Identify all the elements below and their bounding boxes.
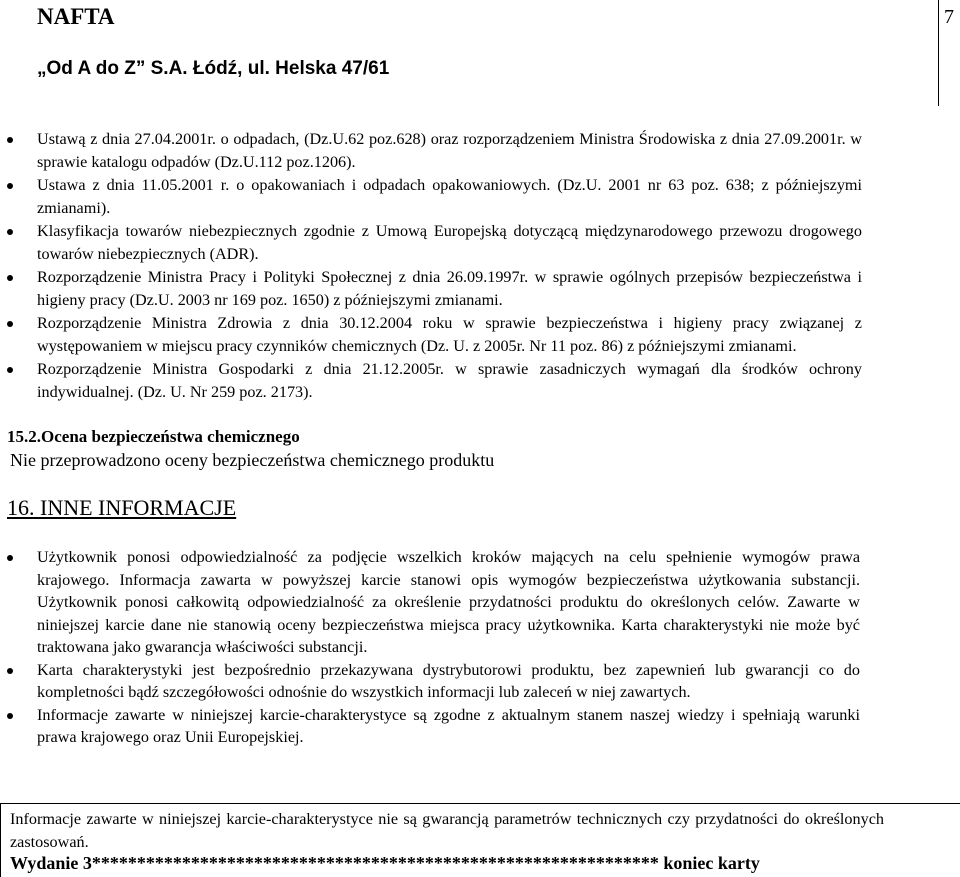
page-number: 7	[944, 6, 954, 28]
bullet-icon	[7, 275, 13, 281]
list-item: Użytkownik ponosi odpowiedzialność za podjęcie wszelkich kroków mających na celu spełnienie wymogów prawa krajowego. Informacja zawarta w powyższej karcie stanowi opis wymogów bezpieczeństwa użytkowania substancji. Użytkownik ponosi całkowitą odpowiedzialność za określenie przydatności produktu do określonych celów. Zawarte w niniejszej karcie dane nie stanowią oceny bezpieczeństwa miejsca pracy użytkownika. Karta charakterystyki nie może być traktowana jako gwarancja właściwości substancji.	[0, 546, 860, 659]
bullet-icon	[7, 183, 13, 189]
bullet-icon	[7, 367, 13, 373]
bullet-icon	[7, 137, 13, 143]
regulations-list	[0, 128, 960, 404]
list-item: Informacje zawarte w niniejszej karcie-charakterystyce są zgodne z aktualnym stanem naszej wiedzy i spełniają warunki prawa krajowego oraz Unii Europejskiej.	[0, 704, 860, 749]
bullet-icon	[7, 713, 13, 719]
section-15-2-text: Nie przeprowadzono oceny bezpieczeństwa chemicznego produktu	[10, 450, 495, 470]
list-item: Rozporządzenie Ministra Zdrowia z dnia 30.12.2004 roku w sprawie bezpieczeństwa i higieny pracy związanej z występowaniem w miejscu pracy czynników chemicznych (Dz. U. z 2005r. Nr 11 poz. 86) z późniejszymi zmianami.	[0, 312, 862, 358]
list-item: Ustawa z dnia 11.05.2001 r. o opakowaniach i odpadach opakowaniowych. (Dz.U. 2001 nr 63 poz. 638; z późniejszymi zmianami).	[0, 174, 862, 220]
list-item: Rozporządzenie Ministra Pracy i Polityki Społecznej z dnia 26.09.1997r. w sprawie ogólnych przepisów bezpieczeństwa i higieny pracy (Dz.U. 2003 nr 169 poz. 1650) z późniejszymi zmianami.	[0, 266, 862, 312]
list-item: Karta charakterystyki jest bezpośrednio przekazywana dystrybutorowi produktu, bez zapewnień lub gwarancji co do kompletności bądź szczegółowości odnośnie do wszystkich informacji lub zaleceń w niej zawartych.	[0, 659, 860, 704]
list-item: Rozporządzenie Ministra Gospodarki z dnia 21.12.2005r. w sprawie zasadniczych wymagań dla środków ochrony indywidualnej. (Dz. U. Nr 259 poz. 2173).	[0, 358, 862, 404]
list-item: Klasyfikacja towarów niebezpiecznych zgodnie z Umową Europejską dotyczącą międzynarodowego przewozu drogowego towarów niebezpiecznych (ADR).	[0, 220, 862, 266]
bullet-icon	[7, 229, 13, 235]
other-info-list	[0, 546, 960, 749]
list-item: Ustawą z dnia 27.04.2001r. o odpadach, (Dz.U.62 poz.628) oraz rozporządzeniem Ministra Środowiska z dnia 27.09.2001r. w sprawie katalogu odpadów (Dz.U.112 poz.1206).	[0, 128, 862, 174]
bullet-icon	[7, 668, 13, 674]
section-16-heading: 16. INNE INFORMACJE	[7, 495, 237, 520]
footer-note: Informacje zawarte w niniejszej karcie-charakterystyce nie są gwarancją parametrów technicznych czy przydatności do określonych zastosowań.	[10, 810, 884, 851]
bullet-icon	[7, 321, 13, 327]
section-15-2-heading: 15.2.Ocena bezpieczeństwa chemicznego	[7, 427, 300, 446]
bullet-icon	[7, 555, 13, 561]
company-address: „Od A do Z” S.A. Łódź, ul. Helska 47/61	[37, 58, 390, 79]
edition-line: Wydanie 3*************************************************************** koniec karty	[10, 853, 760, 873]
company-name: NAFTA	[37, 4, 115, 29]
